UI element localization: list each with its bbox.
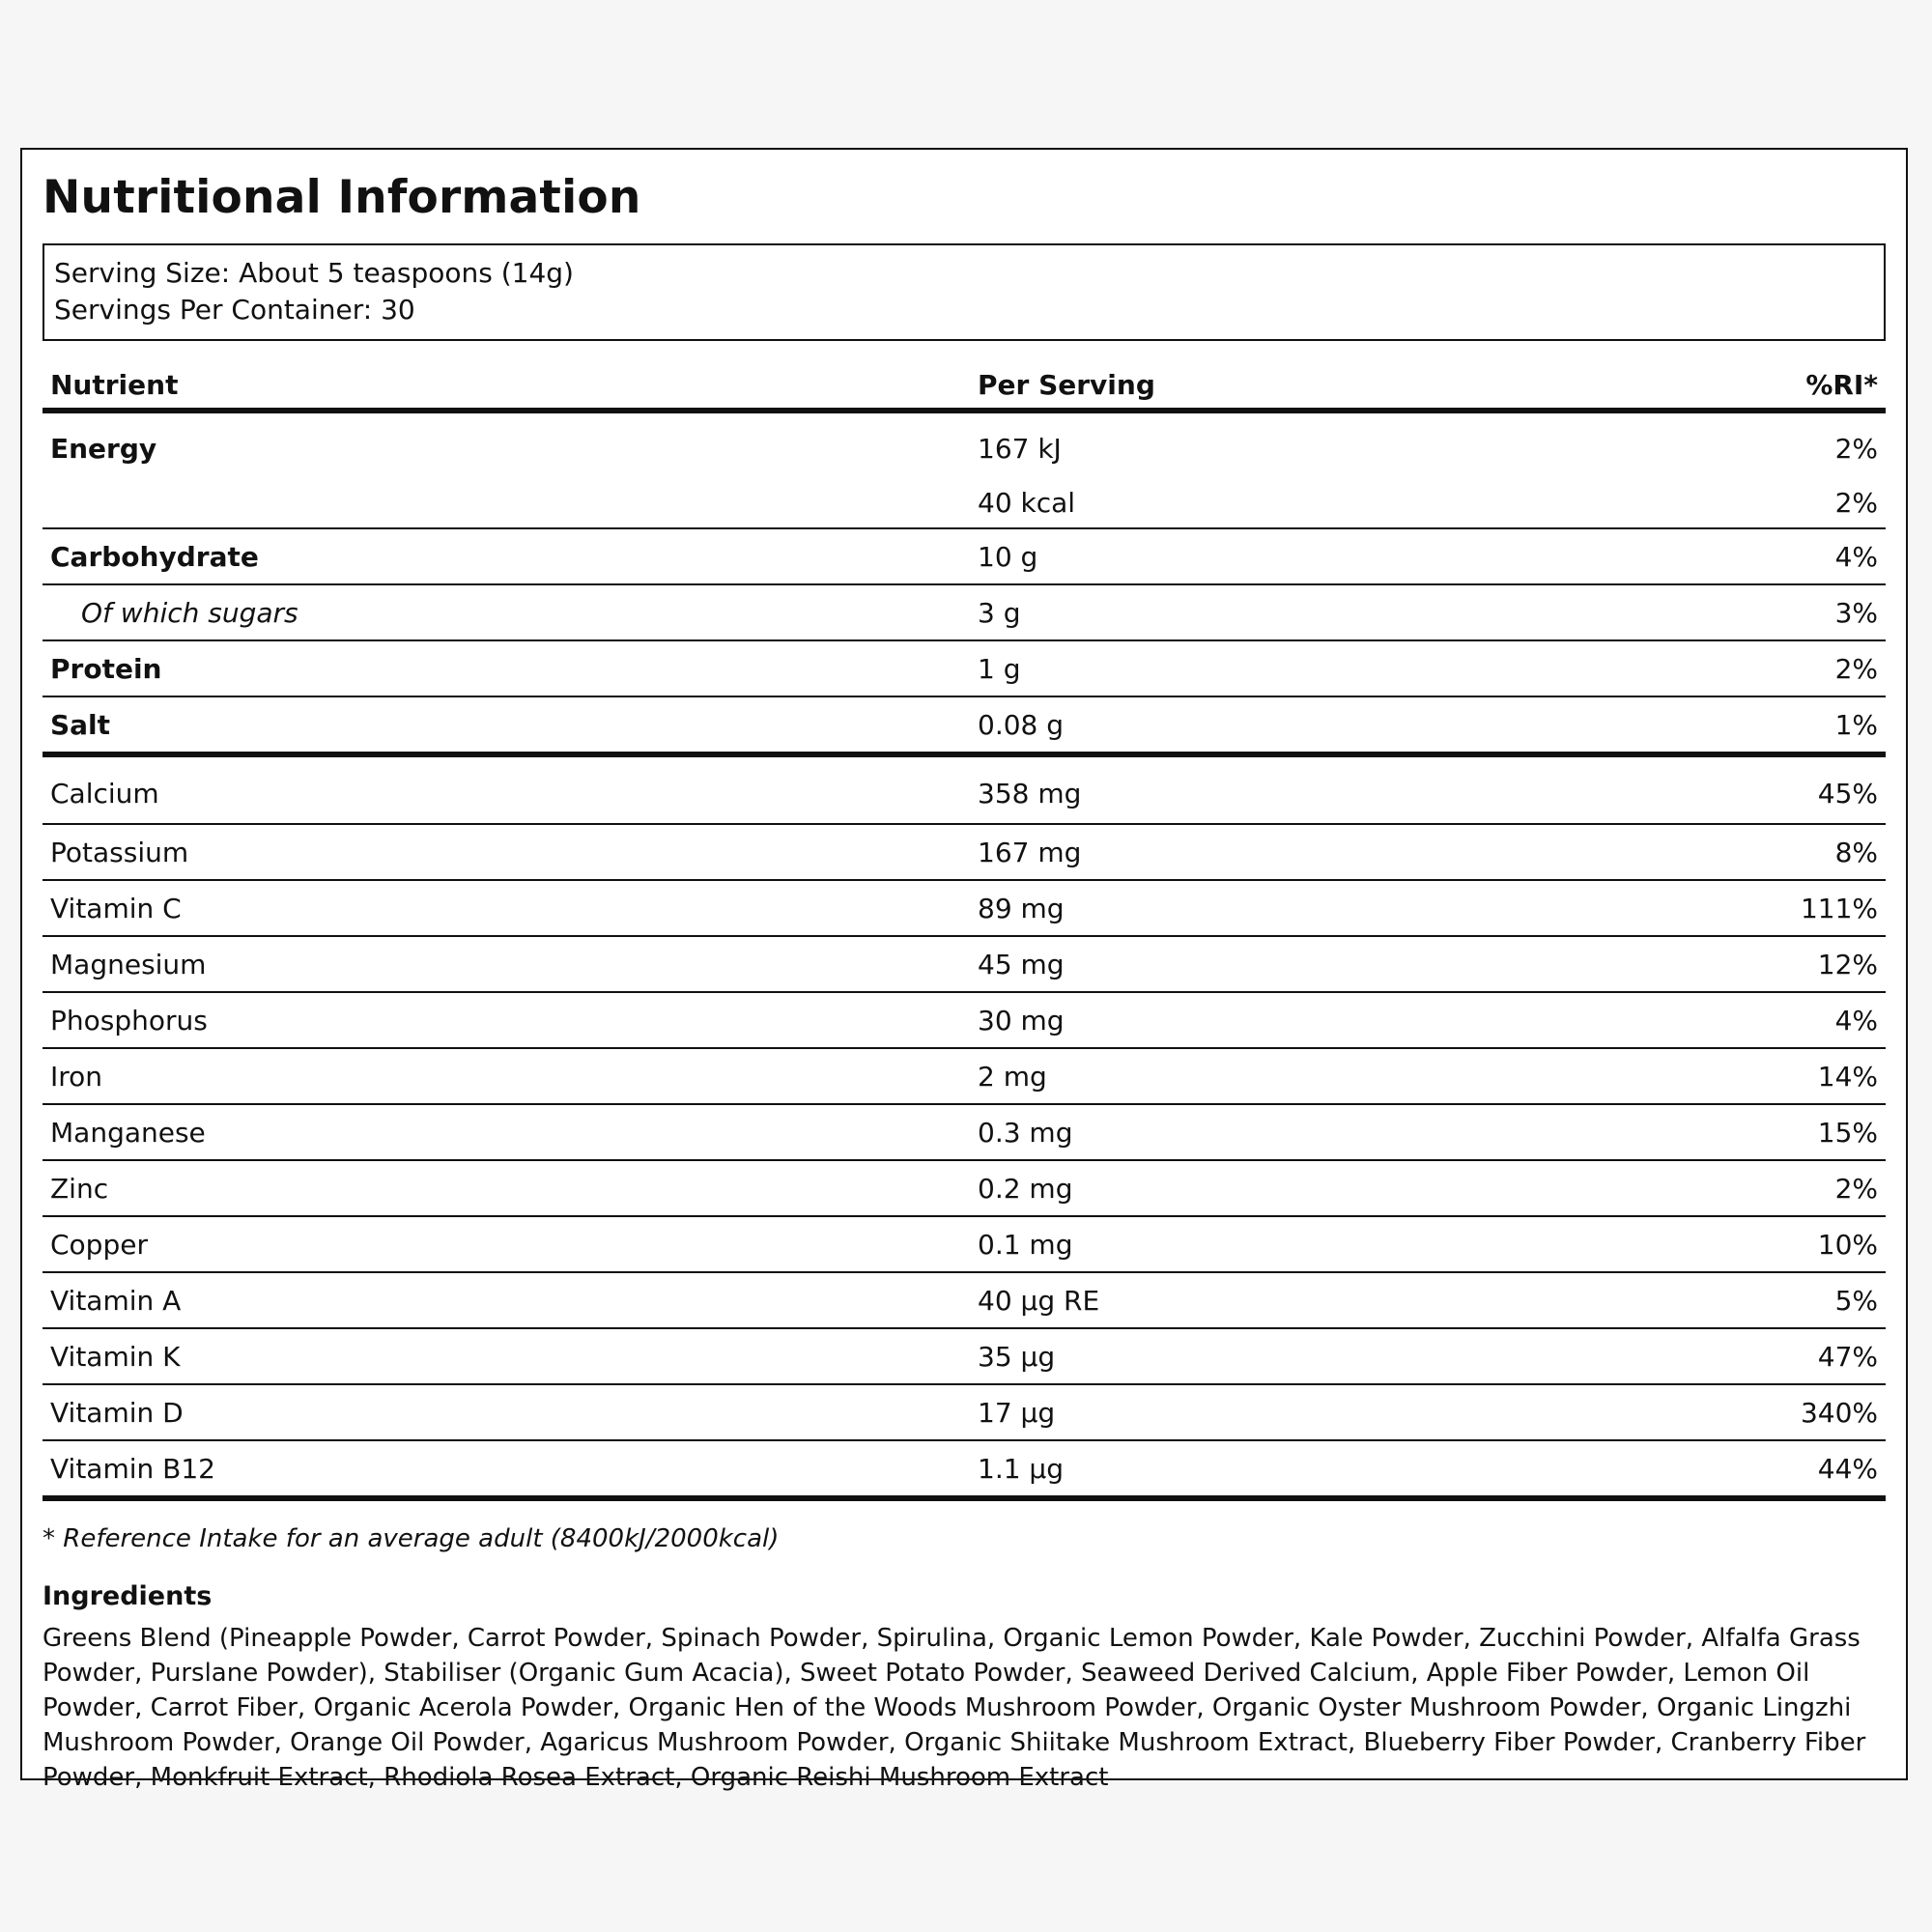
nutrient-name: Iron — [43, 1048, 970, 1104]
nutrient-value: 17 µg — [970, 1384, 1588, 1440]
table-row — [43, 754, 1886, 824]
table-row — [43, 696, 1886, 754]
serving-info-box — [43, 243, 1886, 341]
table-row — [43, 584, 1886, 640]
nutrient-name: Vitamin C — [43, 880, 970, 936]
table-row — [43, 1048, 1886, 1104]
header-per-serving: Per Serving — [970, 361, 1588, 411]
table-row — [43, 1216, 1886, 1272]
nutrient-ri: 8% — [1588, 824, 1886, 880]
servings-per-container: Servings Per Container: 30 — [54, 294, 415, 326]
nutrition-label — [20, 148, 1908, 1792]
table-row — [43, 1272, 1886, 1328]
header-ri: %RI* — [1588, 361, 1886, 411]
nutrient-ri: 4% — [1588, 992, 1886, 1048]
nutrient-ri: 5% — [1588, 1272, 1886, 1328]
nutrient-name: Phosphorus — [43, 992, 970, 1048]
nutrient-value: 167 kJ — [978, 432, 1062, 465]
nutrient-value: 2 mg — [970, 1048, 1588, 1104]
nutrient-name: Potassium — [43, 824, 970, 880]
nutrient-name: Zinc — [43, 1160, 970, 1216]
table-row — [43, 880, 1886, 936]
nutrient-ri: 340% — [1588, 1384, 1886, 1440]
nutrient-value: 167 mg — [970, 824, 1588, 880]
table-row — [43, 528, 1886, 584]
nutrient-name: Vitamin B12 — [43, 1440, 970, 1498]
label-title: Nutritional Information — [43, 171, 641, 224]
nutrient-value: 3 g — [970, 584, 1588, 640]
nutrient-value: 40 kcal — [970, 477, 1588, 528]
ingredients-text: Greens Blend (Pineapple Powder, Carrot Powder, Spinach Powder, Spirulina, Organic Lemon Powder, Kale Powder, Zucchini Powder, Alfalfa Grass Powder, Purslane Powder), Stabiliser (Organic Gum Acacia), Sweet Potato Powder, Seaweed Derived Calcium, Apple Fiber Powder, Lemon Oil Powder, Carrot Fiber, Organic Acerola Powder, Organic Hen of the Woods Mushroom Powder, Organic Oyster Mushroom Powder, Organic Lingzhi Mushroom Powder, Orange Oil Powder, Agaricus Mushroom Powder, Organic Shiitake Mushroom Extract, Blueberry Fiber Powder, Cranberry Fiber Powder, Monkfruit Extract, Rhodiola Rosea Extract, Organic Reishi Mushroom Extract — [43, 1624, 1866, 1792]
nutrient-name: Calcium — [43, 754, 970, 824]
table-row — [43, 1384, 1886, 1440]
nutrient-value: 0.1 mg — [970, 1216, 1588, 1272]
nutrient-ri: 47% — [1588, 1328, 1886, 1384]
nutrient-value: 358 mg — [970, 754, 1588, 824]
nutrient-ri: 45% — [1588, 754, 1886, 824]
header-nutrient: Nutrient — [43, 361, 970, 411]
nutrient-value: 35 µg — [970, 1328, 1588, 1384]
nutrient-name: Of which sugars — [43, 584, 970, 640]
nutrient-name: Protein — [43, 640, 970, 696]
nutrient-name-empty — [43, 477, 970, 528]
nutrient-name: Magnesium — [43, 936, 970, 992]
nutrient-name: Carbohydrate — [43, 528, 970, 584]
nutrient-ri: 2% — [1588, 640, 1886, 696]
nutrient-ri: 10% — [1588, 1216, 1886, 1272]
nutrient-name: Vitamin K — [43, 1328, 970, 1384]
ingredients-title: Ingredients — [43, 1581, 213, 1611]
nutrition-table — [43, 361, 1886, 1501]
nutrient-ri: 3% — [1588, 584, 1886, 640]
nutrient-ri: 44% — [1588, 1440, 1886, 1498]
table-header-row — [43, 361, 1886, 411]
table-row-energy-kcal — [43, 477, 1886, 528]
table-row — [43, 1104, 1886, 1160]
table-row — [43, 992, 1886, 1048]
table-row — [43, 1440, 1886, 1498]
nutrient-ri: 1% — [1588, 696, 1886, 754]
nutrient-name: Energy — [50, 432, 157, 465]
reference-intake-footnote: * Reference Intake for an average adult (8400kJ/2000kcal) — [43, 1524, 780, 1553]
table-row — [43, 936, 1886, 992]
nutrient-name: Vitamin A — [43, 1272, 970, 1328]
nutrient-value: 0.3 mg — [970, 1104, 1588, 1160]
nutrient-value: 45 mg — [970, 936, 1588, 992]
nutrient-ri: 4% — [1588, 528, 1886, 584]
table-row — [43, 1160, 1886, 1216]
nutrient-value: 1.1 µg — [970, 1440, 1588, 1498]
table-row — [43, 824, 1886, 880]
nutrient-ri: 2% — [1588, 477, 1886, 528]
nutrient-ri: 2% — [1834, 432, 1878, 465]
nutrient-value: 1 g — [970, 640, 1588, 696]
table-row-energy-kj — [43, 411, 1886, 477]
nutrient-value: 0.2 mg — [970, 1160, 1588, 1216]
nutrient-name: Salt — [43, 696, 970, 754]
nutrient-ri: 2% — [1588, 1160, 1886, 1216]
nutrient-value: 0.08 g — [970, 696, 1588, 754]
nutrient-value: 89 mg — [970, 880, 1588, 936]
table-row — [43, 1328, 1886, 1384]
table-row — [43, 640, 1886, 696]
nutrient-value: 30 mg — [970, 992, 1588, 1048]
nutrient-value: 40 µg RE — [970, 1272, 1588, 1328]
nutrient-value: 10 g — [970, 528, 1588, 584]
nutrient-name: Copper — [43, 1216, 970, 1272]
nutrient-ri: 15% — [1588, 1104, 1886, 1160]
nutrient-name: Manganese — [43, 1104, 970, 1160]
nutrient-name: Vitamin D — [43, 1384, 970, 1440]
nutrient-ri: 12% — [1588, 936, 1886, 992]
nutrient-ri: 111% — [1588, 880, 1886, 936]
serving-size: Serving Size: About 5 teaspoons (14g) — [54, 257, 574, 289]
nutrient-ri: 14% — [1588, 1048, 1886, 1104]
